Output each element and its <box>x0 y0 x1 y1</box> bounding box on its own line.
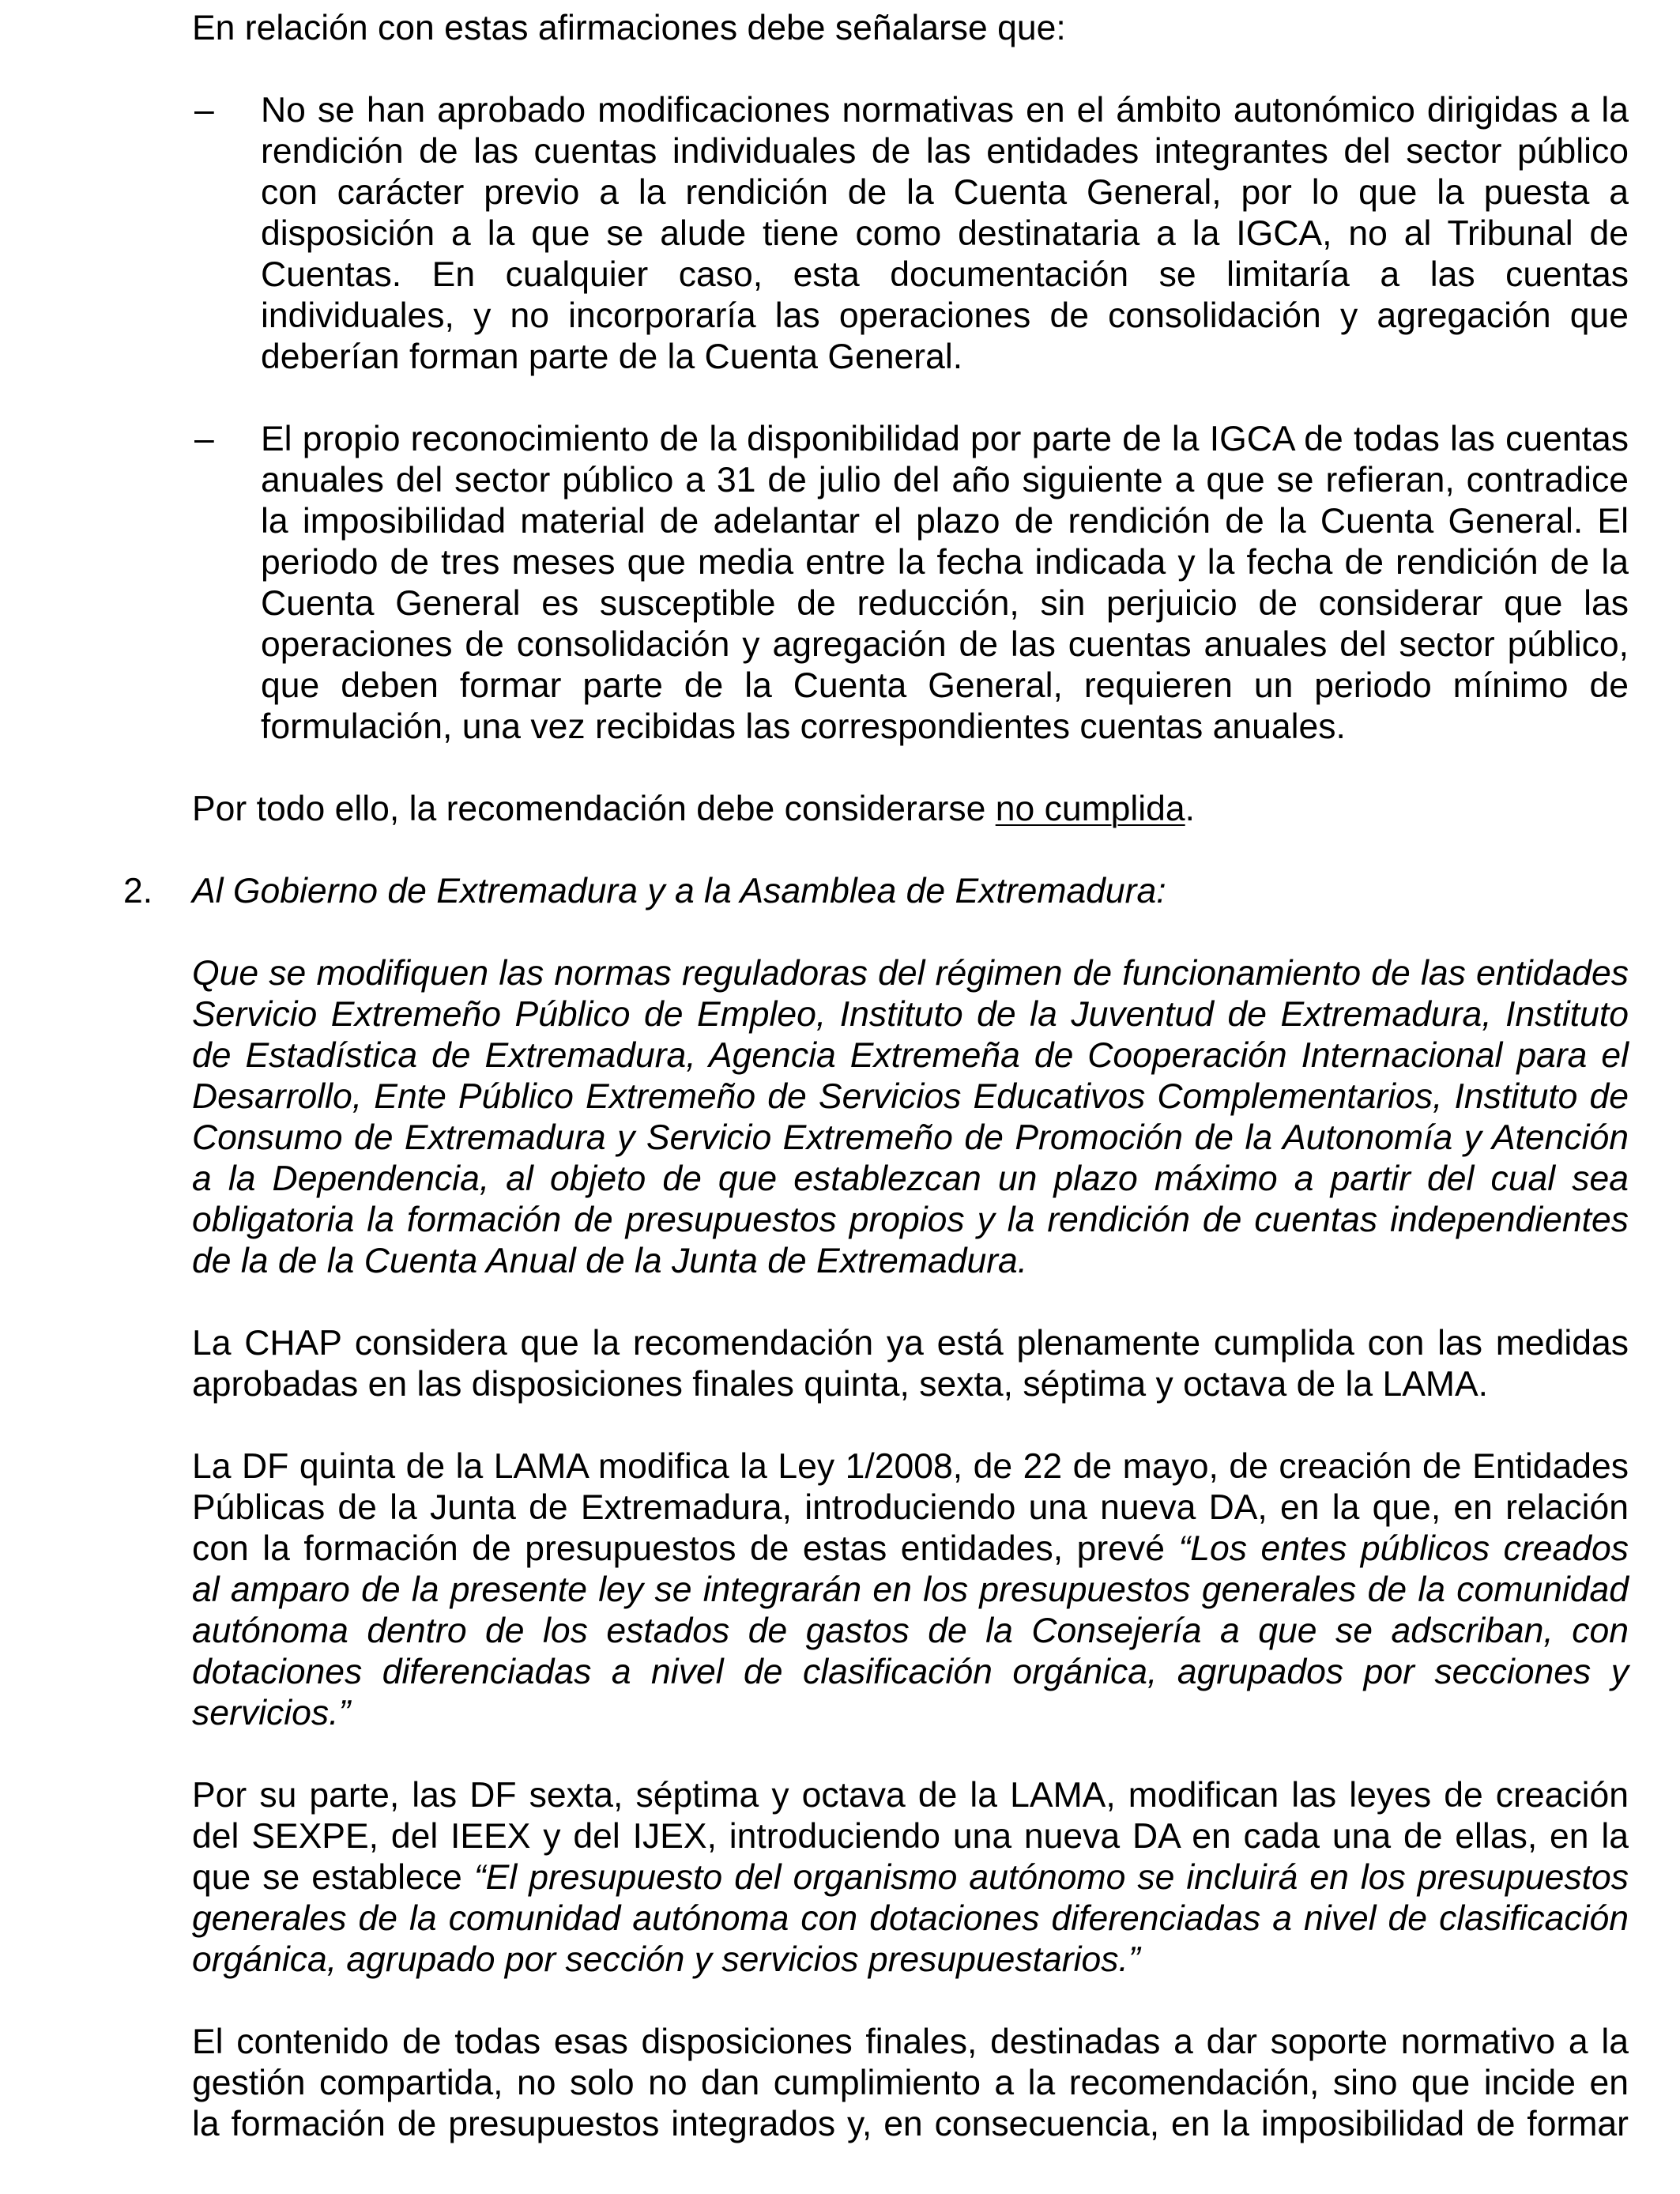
text-line: operaciones de consolidación y agregación de las cuentas anuales del sector público, <box>261 625 1629 664</box>
legal-quote: “Los entes públicos creados <box>1178 1529 1629 1568</box>
text-line: la formación de presupuestos integrados y, en consecuencia, en la imposibilidad de formar <box>192 2105 1629 2143</box>
text-line: No se han aprobado modificaciones normativas en el ámbito autonómico dirigidas a la <box>261 91 1629 130</box>
chap-paragraph <box>192 1323 1629 1405</box>
bullet-text <box>261 419 1629 748</box>
text-line <box>192 1857 1629 1898</box>
text-line: Cuentas. En cualquier caso, esta documentación se limitaría a las cuentas <box>261 255 1629 294</box>
recommendation-text <box>192 953 1629 1282</box>
text-line: de la de la Cuenta Anual de la Junta de Extremadura. <box>192 1242 1028 1280</box>
text-line: obligatoria la formación de presupuestos propios y la rendición de cuentas independientes <box>192 1201 1629 1239</box>
closing-paragraph <box>192 2022 1629 2145</box>
df-quinta-paragraph <box>192 1446 1629 1734</box>
text-line: En relación con estas afirmaciones debe señalarse que: <box>192 9 1066 47</box>
bullet-dash: – <box>194 91 214 130</box>
text-line: Desarrollo, Ente Público Extremeño de Servicios Educativos Complementarios, Instituto de <box>192 1077 1629 1116</box>
text-line: anuales del sector público a 31 de julio del año siguiente a que se refieran, contradice <box>261 461 1629 499</box>
text-line: El propio reconocimiento de la disponibilidad por parte de la IGCA de todas las cuentas <box>261 420 1629 458</box>
conclusion-verdict: no cumplida <box>995 790 1185 828</box>
text-line <box>192 1529 1629 1570</box>
text-line: formulación, una vez recibidas las correspondientes cuentas anuales. <box>261 707 1346 746</box>
conclusion-text: Por todo ello, la recomendación debe considerarse <box>192 790 996 828</box>
text-line: Que se modifiquen las normas reguladoras del régimen de funcionamiento de las entidades <box>192 954 1629 993</box>
text-line: deberían forman parte de la Cuenta General. <box>261 337 963 376</box>
legal-quote: generales de la comunidad autónoma con dotaciones diferenciadas a nivel de clasificación <box>192 1899 1629 1938</box>
legal-quote: al amparo de la presente ley se integrarán en los presupuestos generales de la comunidad <box>192 1570 1629 1609</box>
legal-quote: “El presupuesto del organismo autónomo se incluirá en los presupuestos <box>473 1858 1629 1897</box>
df-sexta-paragraph <box>192 1775 1629 1981</box>
text-line: individuales, y no incorporaría las operaciones de consolidación y agregación que <box>261 296 1629 335</box>
text-line: Por su parte, las DF sexta, séptima y octava de la LAMA, modifican las leyes de creación <box>192 1776 1629 1815</box>
legal-quote: servicios.” <box>192 1694 351 1732</box>
text-line: la imposibilidad material de adelantar el plazo de rendición de la Cuenta General. El <box>261 502 1629 541</box>
conclusion-paragraph <box>192 789 1629 830</box>
text-line: con carácter previo a la rendición de la Cuenta General, por lo que la puesta a <box>261 173 1629 212</box>
text-line: a la Dependencia, al objeto de que establezcan un plazo máximo a partir del cual sea <box>192 1159 1629 1198</box>
line-text: con la formación de presupuestos de estas entidades, prevé <box>192 1529 1179 1568</box>
recommendation-number: 2. <box>123 872 153 910</box>
text-line: La DF quinta de la LAMA modifica la Ley 1/2008, de 22 de mayo, de creación de Entidades <box>192 1447 1629 1486</box>
text-line: que deben formar parte de la Cuenta General, requieren un periodo mínimo de <box>261 666 1629 705</box>
conclusion-end: . <box>1185 790 1196 828</box>
text-line: periodo de tres meses que media entre la fecha indicada y la fecha de rendición de la <box>261 543 1629 582</box>
text-line: Cuenta General es susceptible de reducción, sin perjuicio de considerar que las <box>261 584 1629 623</box>
legal-quote: autónoma dentro de los estados de gastos de la Consejería a que se adscriban, con <box>192 1612 1629 1650</box>
bullet-dash: – <box>194 420 214 458</box>
line-text: que se establece <box>192 1858 474 1897</box>
text-line: del SEXPE, del IEEX y del IJEX, introduciendo una nueva DA en cada una de ellas, en la <box>192 1817 1629 1856</box>
text-line: gestión compartida, no solo no dan cumplimiento a la recomendación, sino que incide en <box>192 2064 1629 2102</box>
text-line: Consumo de Extremadura y Servicio Extremeño de Promoción de la Autonomía y Atención <box>192 1118 1629 1157</box>
text-line: La CHAP considera que la recomendación ya está plenamente cumplida con las medidas <box>192 1324 1629 1363</box>
bullet-text <box>261 90 1629 378</box>
bullet-item <box>194 419 1629 748</box>
text-line: El contenido de todas esas disposiciones finales, destinadas a dar soporte normativo a la <box>192 2022 1629 2061</box>
legal-quote: orgánica, agrupado por sección y servicios presupuestarios.” <box>192 1940 1140 1979</box>
recommendation-title: Al Gobierno de Extremadura y a la Asamblea de Extremadura: <box>192 872 1166 910</box>
bullet-item <box>194 90 1629 378</box>
text-line: Públicas de la Junta de Extremadura, introduciendo una nueva DA, en la que, en relación <box>192 1488 1629 1527</box>
text-line <box>192 789 1629 830</box>
recommendation-heading <box>123 871 1629 912</box>
intro-paragraph <box>192 8 1629 49</box>
legal-quote: dotaciones diferenciadas a nivel de clasificación orgánica, agrupados por secciones y <box>192 1653 1629 1691</box>
text-line: de Estadística de Extremadura, Agencia Extremeña de Cooperación Internacional para el <box>192 1036 1629 1075</box>
text-line: aprobadas en las disposiciones finales quinta, sexta, séptima y octava de la LAMA. <box>192 1365 1489 1404</box>
text-line: disposición a la que se alude tiene como destinataria a la IGCA, no al Tribunal de <box>261 214 1629 253</box>
text-line: Servicio Extremeño Público de Empleo, Instituto de la Juventud de Extremadura, Instituto <box>192 995 1629 1034</box>
text-line: rendición de las cuentas individuales de las entidades integrantes del sector público <box>261 132 1629 171</box>
